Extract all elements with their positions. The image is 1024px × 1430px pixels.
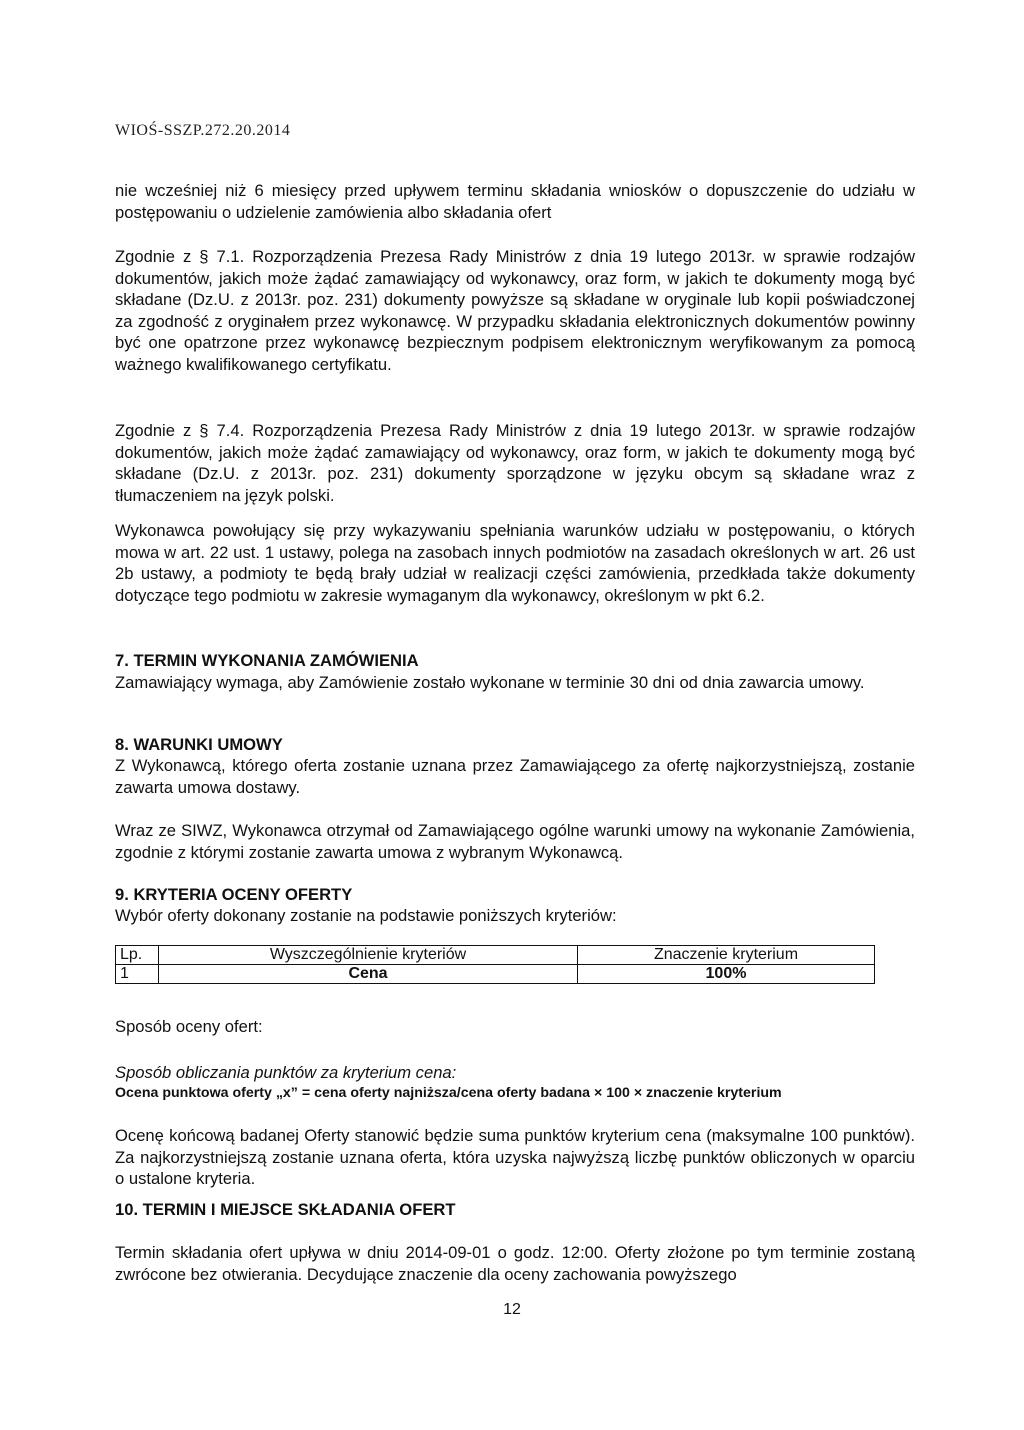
criteria-cell-lp: 1 <box>116 965 159 984</box>
paragraph-regulation-7-4: Zgodnie z § 7.4. Rozporządzenia Prezesa Rady Ministrów z dnia 19 lutego 2013r. w sprawie rodzajów dokumentów, jakich może żądać zamawiający od wykonawcy, oraz form, w jakich te dokumenty mogą być składane (Dz.U. z 2013r. poz. 231) dokumenty sporządzone w języku obcym są składane wraz z tłumaczeniem na język polski. <box>115 421 915 505</box>
scoring-formula: Ocena punktowa oferty „x” = cena oferty najniższa/cena oferty badana × 100 × znaczenie kryterium <box>115 1085 782 1101</box>
criteria-table-header <box>116 946 875 965</box>
section-10-heading: 10. TERMIN I MIEJSCE SKŁADANIA OFERT <box>115 1200 456 1219</box>
section-10-text: Termin składania ofert upływa w dniu 2014-09-01 o godz. 12:00. Oferty złożone po tym terminie zostaną zwrócone bez otwierania. Decydujące znaczenie dla oceny zachowania powyższego <box>115 1243 915 1284</box>
calculation-method-label: Sposób obliczania punktów za kryterium cena: <box>115 1063 457 1082</box>
document-reference: WIOŚ-SSZP.272.20.2014 <box>115 122 291 139</box>
criteria-header-lp: Lp. <box>116 946 159 965</box>
evaluation-method-label: Sposób oceny ofert: <box>115 1017 263 1036</box>
final-score-text: Ocenę końcową badanej Oferty stanowić będzie suma punktów kryterium cena (maksymalne 100 punktów). Za najkorzystniejszą zostanie uznana oferta, która uzyska najwyższą liczbę punktów obliczonych w oparciu o ustalone kryteria. <box>115 1126 915 1188</box>
criteria-header-weight: Znaczenie kryterium <box>578 946 875 965</box>
paragraph-regulation-7-1: Zgodnie z § 7.1. Rozporządzenia Prezesa Rady Ministrów z dnia 19 lutego 2013r. w sprawie rodzajów dokumentów, jakich może żądać zamawiający od wykonawcy, oraz form, w jakich te dokumenty mogą być składane (Dz.U. z 2013r. poz. 231) dokumenty powyższe są składane w oryginale lub kopii poświadczonej za zgodność z oryginałem przez wykonawcę. W przypadku składania elektronicznych dokumentów powinny być one opatrzone przez wykonawcę bezpiecznym podpisem elektronicznym weryfikowanym za pomocą ważnego kwalifikowanego certyfikatu. <box>115 247 915 374</box>
paragraph-deadline-note: nie wcześniej niż 6 miesięcy przed upływem terminu składania wniosków o dopuszczenie do udziału w postępowaniu o udzielenie zamówienia albo składania ofert <box>115 181 915 222</box>
section-9-heading: 9. KRYTERIA OCENY OFERTY <box>115 885 353 904</box>
section-7-heading: 7. TERMIN WYKONANIA ZAMÓWIENIA <box>115 651 419 670</box>
page-number: 12 <box>503 1301 521 1318</box>
section-9-intro: Wybór oferty dokonany zostanie na podstawie poniższych kryteriów: <box>115 906 617 925</box>
paragraph-other-entities: Wykonawca powołujący się przy wykazywaniu spełniania warunków udziału w postępowaniu, o których mowa w art. 22 ust. 1 ustawy, polega na zasobach innych podmiotów na zasadach określonych w art. 26 ust 2b ustawy, a podmioty te będą brały udział w realizacji części zamówienia, przedkłada także dokumenty dotyczące tego podmiotu w zakresie wymaganym dla wykonawcy, określonym w pkt 6.2. <box>115 521 915 605</box>
section-8-heading: 8. WARUNKI UMOWY <box>115 735 283 754</box>
table-row <box>116 965 875 984</box>
criteria-cell-name: Cena <box>159 965 578 984</box>
section-8-text-1: Z Wykonawcą, którego oferta zostanie uznana przez Zamawiającego za ofertę najkorzystniejszą, zostanie zawarta umowa dostawy. <box>115 756 915 797</box>
criteria-header-name: Wyszczególnienie kryteriów <box>159 946 578 965</box>
criteria-table <box>115 945 875 984</box>
criteria-cell-weight: 100% <box>578 965 875 984</box>
section-7-text: Zamawiający wymaga, aby Zamówienie zostało wykonane w terminie 30 dni od dnia zawarcia umowy. <box>115 673 865 692</box>
section-8-text-2: Wraz ze SIWZ, Wykonawca otrzymał od Zamawiającego ogólne warunki umowy na wykonanie Zamówienia, zgodnie z którymi zostanie zawarta umowa z wybranym Wykonawcą. <box>115 821 915 862</box>
